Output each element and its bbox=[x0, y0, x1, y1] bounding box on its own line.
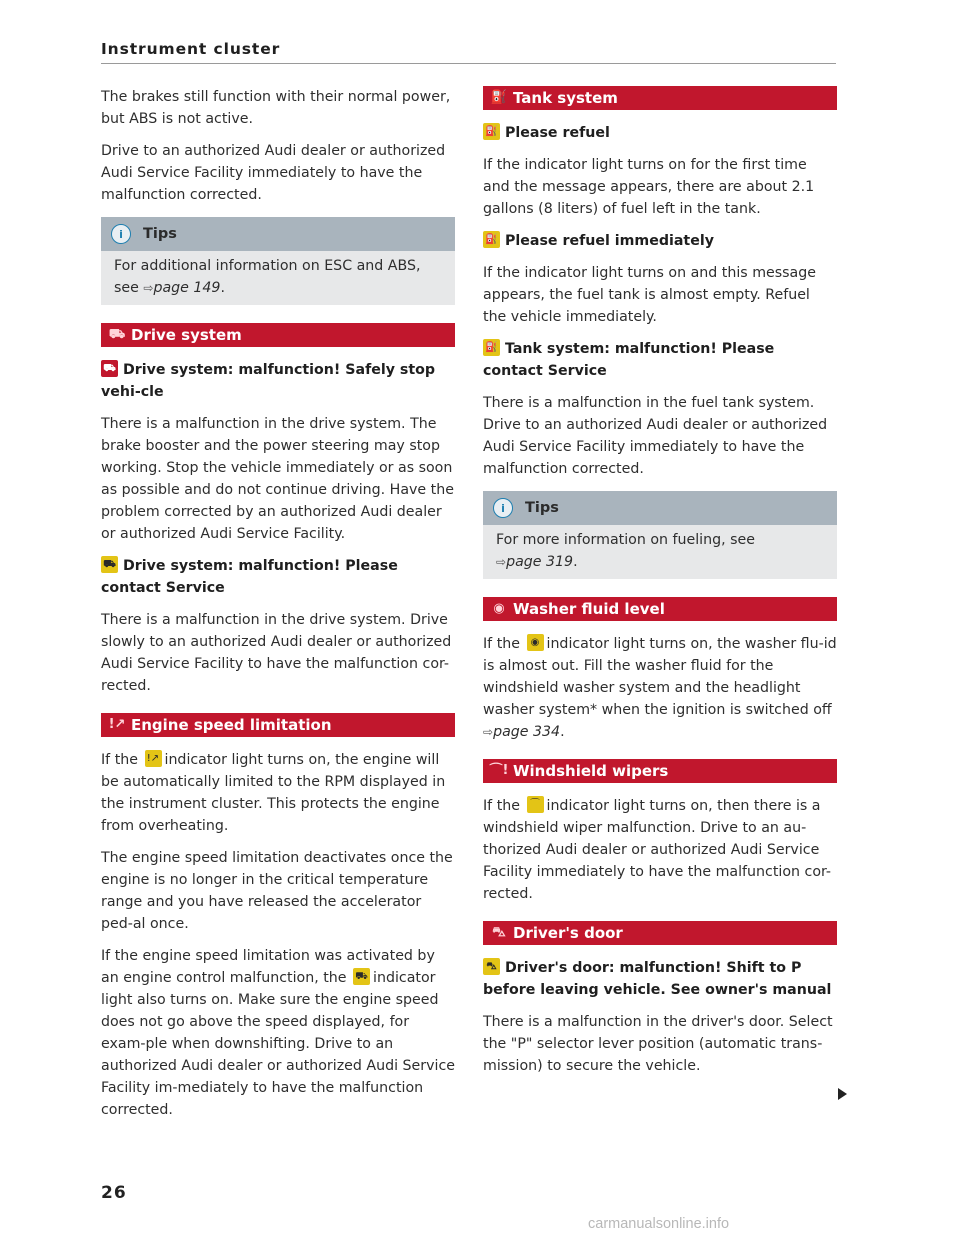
drivers-door-paragraph: There is a malfunction in the driver's door. Select the "P" selector lever position (automatic trans-mission) to secure the vehicle. bbox=[483, 1014, 833, 1074]
drive-system-contact-paragraph: There is a malfunction in the drive system. Drive slowly to an authorized Audi dealer or authorized Audi Service Facility to have the malfunction cor-rected. bbox=[101, 612, 452, 694]
fuel-yellow-indicator-icon: ⛽ bbox=[483, 231, 500, 248]
section-title: Drive system bbox=[131, 326, 242, 344]
wiper-yellow-indicator-icon: ⌒ bbox=[527, 796, 544, 813]
info-circle-icon: i bbox=[111, 224, 131, 244]
door-yellow-indicator-icon: ⛍ bbox=[483, 958, 500, 975]
right-column bbox=[483, 86, 837, 1087]
section-bar-engine-speed bbox=[101, 713, 455, 737]
abs-service-paragraph: Drive to an authorized Audi dealer or authorized Audi Service Facility immediately to have the malfunction corrected. bbox=[101, 143, 446, 203]
drive-system-contact-heading bbox=[101, 555, 455, 599]
tips-suffix: . bbox=[220, 280, 225, 296]
engine-speed-yellow-indicator-icon: !↗ bbox=[145, 750, 162, 767]
left-column bbox=[101, 86, 455, 1131]
drive-system-red-indicator-icon: ⛟ bbox=[101, 360, 118, 377]
engine-speed-icon: !↗ bbox=[108, 717, 126, 732]
page-ref-arrow-icon: ⇨ bbox=[496, 555, 507, 569]
page-reference-link[interactable]: page 149 bbox=[153, 280, 221, 296]
section-bar-windshield-wipers bbox=[483, 759, 837, 783]
tips-body bbox=[101, 251, 455, 305]
tips-title: Tips bbox=[525, 500, 559, 516]
engine-control-indicator-icon: ⛟ bbox=[353, 968, 370, 985]
tips-text: For more information on fueling, see bbox=[496, 532, 755, 548]
section-title: Engine speed limitation bbox=[131, 716, 332, 734]
tips-header bbox=[483, 491, 837, 525]
drive-system-yellow-indicator-icon: ⛟ bbox=[101, 556, 118, 573]
washer-fluid-icon: ◉ bbox=[493, 601, 505, 616]
tank-malfunction-heading: ⛽ Tank system: malfunction! Please contact Service bbox=[483, 341, 775, 379]
section-bar-tank-system bbox=[483, 86, 837, 110]
section-bar-drive-system bbox=[101, 323, 455, 347]
drive-system-stop-heading bbox=[101, 359, 455, 403]
section-bar-washer-fluid bbox=[483, 597, 837, 621]
wiper-icon: ⌒! bbox=[489, 763, 509, 778]
tank-malfunction-paragraph: There is a malfunction in the fuel tank system. Drive to an authorized Audi dealer or authorized Audi Service Facility immediately to have the malfunction corrected. bbox=[483, 395, 828, 477]
watermark-text: carmanualsonline.info bbox=[588, 1216, 730, 1232]
section-title: Tank system bbox=[513, 89, 618, 107]
page-number: 26 bbox=[101, 1183, 127, 1203]
continue-arrow-icon bbox=[838, 1088, 847, 1100]
fuel-yellow-indicator-icon: ⛽ bbox=[483, 123, 500, 140]
tips-title: Tips bbox=[143, 226, 177, 242]
drive-system-icon: ⛟ bbox=[108, 327, 126, 342]
abs-note-paragraph: The brakes still function with their normal power, but ABS is not active. bbox=[101, 89, 451, 127]
please-refuel-heading: ⛽ Please refuel bbox=[483, 122, 837, 144]
tips-header bbox=[101, 217, 455, 251]
drivers-door-heading: ⛍ Driver's door: malfunction! Shift to P before leaving vehicle. See owner's manual bbox=[483, 960, 832, 998]
tips-body bbox=[483, 525, 837, 579]
info-circle-icon: i bbox=[493, 498, 513, 518]
engine-speed-paragraph-2: The engine speed limitation deactivates once the engine is no longer in the critical temperature range and you have released the accelerator ped-al once. bbox=[101, 850, 453, 932]
tips-box-esc-abs bbox=[101, 217, 455, 305]
subheading-text: Drive system: malfunction! Safely stop vehi-cle bbox=[101, 362, 436, 400]
please-refuel-paragraph: If the indicator light turns on for the first time and the message appears, there are about 2.1 gallons (8 liters) of fuel left in the tank. bbox=[483, 157, 815, 217]
page-ref-arrow-icon: ⇨ bbox=[143, 281, 154, 295]
header-divider bbox=[101, 63, 836, 64]
engine-speed-paragraph-1: If the !↗ indicator light turns on, the engine will be automatically limited to the RPM displayed in the instrument cluster. This protects the engine from overheating. bbox=[101, 752, 446, 834]
page-ref-arrow-icon: ⇨ bbox=[483, 725, 494, 739]
fuel-pump-icon: ⛽ bbox=[490, 90, 508, 105]
washer-yellow-indicator-icon: ◉ bbox=[527, 634, 544, 651]
page-reference-link[interactable]: page 319 bbox=[506, 554, 574, 570]
wiper-paragraph: If the ⌒ indicator light turns on, then there is a windshield wiper malfunction. Drive to an au-thorized Audi dealer or authorized Audi Service Facility immediately to have the malfunction cor-rected. bbox=[483, 798, 832, 902]
section-title: Windshield wipers bbox=[513, 762, 669, 780]
section-bar-drivers-door bbox=[483, 921, 837, 945]
tips-text: For additional information on ESC and ABS, see bbox=[114, 258, 421, 296]
refuel-immediately-heading: ⛽ Please refuel immediately bbox=[483, 230, 837, 252]
tips-suffix: . bbox=[573, 554, 578, 570]
fuel-yellow-indicator-icon: ⛽ bbox=[483, 339, 500, 356]
car-door-icon: ⛍ bbox=[492, 925, 506, 940]
engine-speed-paragraph-3: If the engine speed limitation was activated by an engine control malfunction, the ⛟ indicator light also turns on. Make sure the engine speed does not go above the speed displayed, for exam-ple when downshifting. Drive to an authorized Audi dealer or authorized Audi Service Facility im-mediately to have the malfunction corrected. bbox=[101, 948, 455, 1118]
washer-fluid-paragraph: If the ◉ indicator light turns on, the washer flu-id is almost out. Fill the washer fluid for the windshield washer system and the headlight washer system* when the ignition is switched off ⇨page 334. bbox=[483, 636, 837, 740]
section-title: Driver's door bbox=[513, 924, 623, 942]
section-title: Washer fluid level bbox=[513, 600, 665, 618]
drive-system-stop-paragraph: There is a malfunction in the drive system. The brake booster and the power steering may stop working. Stop the vehicle immediately or as soon as possible and do not continue driving. Have the problem corrected by an authorized Audi dealer or authorized Audi Service Facility. bbox=[101, 416, 454, 542]
refuel-immediately-paragraph: If the indicator light turns on and this message appears, the fuel tank is almost empty. Refuel the vehicle immediately. bbox=[483, 265, 816, 325]
page-reference-link[interactable]: page 334 bbox=[493, 724, 561, 740]
subheading-text: Drive system: malfunction! Please contact Service bbox=[101, 558, 398, 596]
page-header-title: Instrument cluster bbox=[101, 40, 281, 58]
tips-box-fueling bbox=[483, 491, 837, 579]
